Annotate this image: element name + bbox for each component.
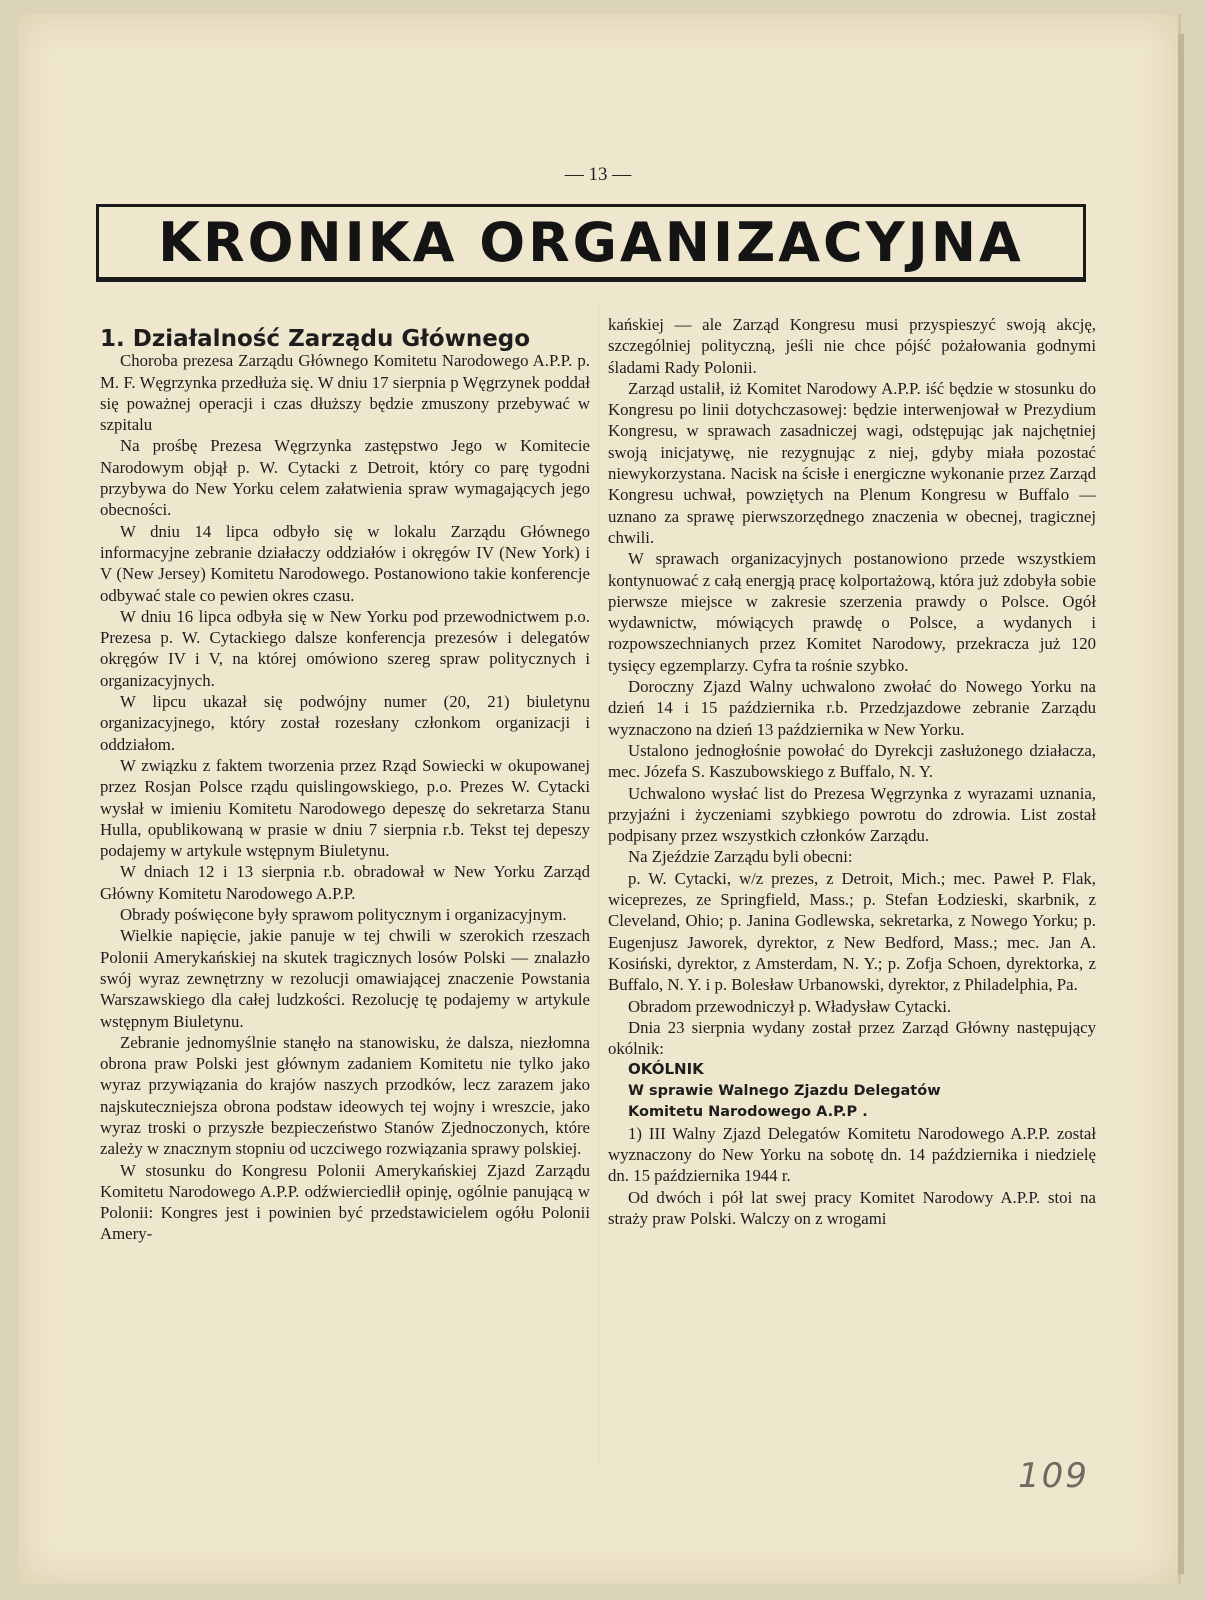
left-column [100,326,590,1245]
okolnik-title: OKÓLNIK [628,1060,704,1079]
page-edge [1178,34,1184,1574]
okolnik-subhead: W sprawie Walnego Zjazdu Delegatów [628,1082,941,1099]
okolnik-paragraph: Od dwóch i pół lat swej pracy Komitet Narodowy A.P.P. stoi na straży praw Polski. Walczy on z wrogami [608,1187,1096,1228]
left-paragraph: W dniu 14 lipca odbyło się w lokalu Zarządu Głównego informacyjne zebranie działaczy oddziałów i okręgów IV (New York) i V (New Jersey) Komitetu Narodowego. Postanowiono takie konferencje odbywać stale co pewien okres czasu. [100,521,590,605]
right-paragraph: Doroczny Zjazd Walny uchwalono zwołać do Nowego Yorku na dzień 14 i 15 października r.b. Przedzjazdowe zebranie Zarządu wyznaczono na dzień 13 października w New Yorku. [608,677,1096,739]
left-paragraph: Zebranie jednomyślnie stanęło na stanowisku, że dalsza, niezłomna obrona praw Polski jest głównym zadaniem Komitetu nie tylko jako wyraz przywiązania do krajów naszych przodków, lecz zarazem jako najskuteczniejsza obrona podstaw ideowych tej wojny i wreszcie, jako wyraz troski o przyszłe bezpieczeństwo Stanów Zjednoczonych, które zależy w znacznym stopniu od uczciwego rozwiązania sprawy polskiej. [100,1032,590,1159]
okolnik-subhead: Komitetu Narodowego A.P.P . [628,1103,868,1120]
left-paragraph: W dniach 12 i 13 sierpnia r.b. obradował w New Yorku Zarząd Główny Komitetu Narodowego A.P.P. [100,862,590,903]
right-paragraph: kańskiej — ale Zarząd Kongresu musi przyspieszyć swoją akcję, szczególniej polityczną, jeśli nie chce pójść pożałowania godnymi śladami Rady Polonii. [608,315,1096,377]
right-paragraph: Na Zjeździe Zarządu byli obecni: [628,847,853,867]
right-paragraph: W sprawach organizacyjnych postanowiono przede wszystkiem kontynuować z całą energją pracę kolportażową, która już zdobyła sobie pierwsze miejsce w zakresie szerzenia prawdy o Polsce. Ogół wydawnictw, mówiących prawdę o Polsce, a wydanych i rozpowszechnianych przez Komitet Narodowy, przekracza już 120 tysięcy egzemplarzy. Cyfra ta rośnie szybko. [608,549,1096,675]
left-paragraph: Wielkie napięcie, jakie panuje w tej chwili w szerokich rzeszach Polonii Amerykańskiej na skutek tragicznych losów Polski — znalazło swój wyraz zewnętrzny w rezolucji omawiającej znaczenie Powstania Warszawskiego dla całej ludzkości. Rezolucję tę podajemy w artykule wstępnym Biuletynu. [100,926,590,1031]
left-paragraph: W lipcu ukazał się podwójny numer (20, 21) biuletynu organizacyjnego, który został rozesłany członkom organizacji i oddziałom. [100,692,590,754]
left-paragraph: Na prośbę Prezesa Węgrzynka zastępstwo Jego w Komitecie Narodowym objął p. W. Cytacki z Detroit, który co parę tygodni przybywa do New Yorku celem załatwienia spraw wymagających jego obecności. [100,436,590,520]
section-title: 1. Działalność Zarządu Głównego [100,326,531,352]
banner-title: KRONIKA ORGANIZACYJNA [158,210,1024,274]
page-number: — 13 — [564,164,632,185]
right-paragraph: Uchwalono wysłać list do Prezesa Węgrzynka z wyrazami uznania, przyjaźni i życzeniami szybkiego powrotu do zdrowia. List został podpisany przez wszystkich członków Zarządu. [608,783,1096,846]
right-paragraph: Obradom przewodniczył p. Władysław Cytacki. [628,996,952,1016]
handwritten-page-number: 109 [1018,1456,1089,1496]
right-paragraph: Dnia 23 sierpnia wydany został przez Zarząd Główny następujący okólnik: [608,1017,1096,1059]
right-column [608,314,1096,1229]
right-paragraph: p. W. Cytacki, w/z prezes, z Detroit, Mich.; mec. Paweł P. Flak, wiceprezes, ze Springfield, Mass.; p. Stefan Łodzieski, skarbnik, z Cleveland, Ohio; p. Janina Godlewska, sekretarka, z Nowego Yorku; p. Eugenjusz Jaworek, dyrektor, z New Bedford, Mass.; mec. Jan A. Kosiński, dyrektor, z Amsterdam, N. Y.; p. Zofja Schoen, dyrektorka, z Buffalo, N. Y. i p. Bolesław Urbanowski, dyrektor, z Philadelphia, Pa. [608,868,1096,995]
left-paragraph: Choroba prezesa Zarządu Głównego Komitetu Narodowego A.P.P. p. M. F. Węgrzynka przedłuża się. W dniu 17 sierpnia p Węgrzynek poddał się poważnej operacji i czas dłuższy będzie zmuszony przebywać w szpitalu [100,351,590,435]
right-paragraph: Zarząd ustalił, iż Komitet Narodowy A.P.P. iść będzie w stosunku do Kongresu po linii dotychczasowej: będzie interwenjował w Prezydium Kongresu, w sprawach zasadniczej wagi, odstępując jak najchętniej swoją inicjatywę, nie rezygnując z niej, gdyby miała pozostać niewykorzystana. Nacisk na ścisłe i energiczne wykonanie przez Zarząd Kongresu uchwał, powziętych na Plenum Kongresu w Buffalo — uznano za sprawę pierwszorzędnego znaczenia w obecnej, tragicznej chwili. [608,378,1096,547]
column-divider [598,304,599,1464]
document-page [18,14,1181,1584]
left-paragraph: Obrady poświęcone były sprawom politycznym i organizacyjnym. [120,905,567,925]
left-paragraph: W dniu 16 lipca odbyła się w New Yorku pod przewodnictwem p.o. Prezesa p. W. Cytackiego dalsze konferencja prezesów i delegatów okręgów IV i V, na której omówiono szereg spraw politycznych i organizacyjnych. [100,606,590,690]
okolnik-paragraph: 1) III Walny Zjazd Delegatów Komitetu Narodowego A.P.P. został wyznaczony do New Yorku na sobotę dn. 14 października i niedzielę dn. 15 października 1944 r. [608,1123,1096,1186]
title-banner [96,204,1086,282]
left-paragraph: W stosunku do Kongresu Polonii Amerykańskiej Zjazd Zarządu Komitetu Narodowego A.P.P. odźwierciedlił opinję, ogólnie panującą w Polonii: Kongres jest i powinien być przedstawicielem ogółu Polonii Amery- [100,1160,590,1244]
left-paragraph: W związku z faktem tworzenia przez Rząd Sowiecki w okupowanej przez Rosjan Polsce rządu quislingowskiego, p.o. Prezes W. Cytacki wysłał w imieniu Komitetu Narodowego depeszę do sekretarza Stanu Hulla, opublikowaną w prasie w dniu 7 sierpnia r.b. Tekst tej depeszy podajemy w artykule wstępnym Biuletynu. [100,755,590,861]
right-paragraph: Ustalono jednogłośnie powołać do Dyrekcji zasłużonego działacza, mec. Józefa S. Kaszubowskiego z Buffalo, N. Y. [608,740,1096,782]
